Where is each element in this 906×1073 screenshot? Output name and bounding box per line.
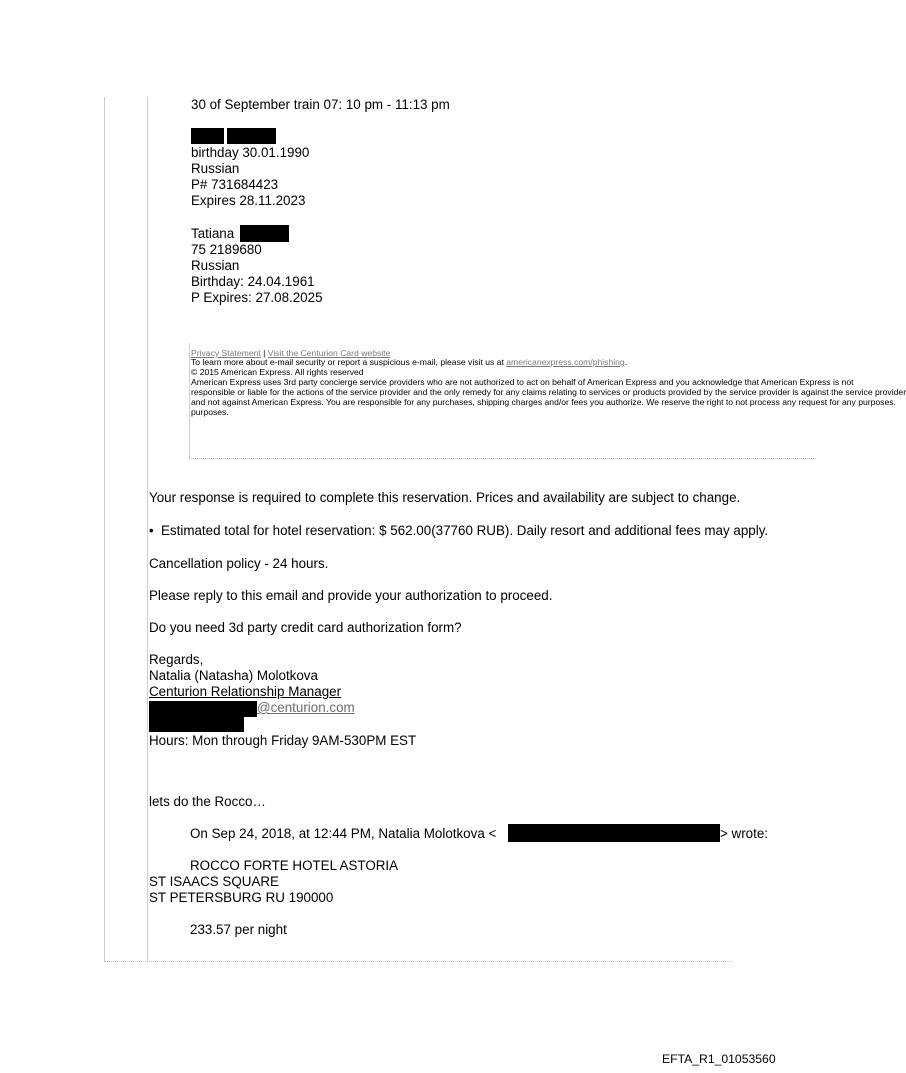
footer-box-bottom	[189, 458, 816, 459]
response-required: Your response is required to complete this reservation. Prices and availability are subject to change.	[149, 490, 741, 505]
footer-separator: |	[260, 348, 268, 358]
footer-copyright: © 2015 American Express. All rights reserved	[191, 367, 364, 377]
hours: Hours: Mon through Friday 9AM-530PM EST	[149, 733, 417, 748]
bates-number: EFTA_R1_01053560	[662, 1052, 776, 1066]
passenger2-nationality: Russian	[191, 258, 240, 273]
third-party-question: Do you need 3d party credit card authorization form?	[149, 620, 462, 635]
footer-disclaimer-3: and not against American Express. You are responsible for any purchases, shipping charges and/or fees you authorize. We reserve the right to not process any request for any purposes.	[191, 397, 896, 407]
phishing-link[interactable]: americanexpress.com/phishing	[506, 357, 625, 367]
passenger1-nationality: Russian	[191, 161, 240, 176]
quote-header-prefix: On Sep 24, 2018, at 12:44 PM, Natalia Molotkova <	[190, 826, 497, 841]
outer-quote-rule	[104, 97, 105, 961]
redaction-box	[227, 128, 276, 144]
security-text-end: .	[624, 357, 628, 367]
centurion-website-link[interactable]: Visit the Centurion Card website	[267, 348, 391, 358]
passenger1-passport: P# 731684423	[191, 177, 279, 192]
footer-disclaimer-2: responsible or liable for the actions of the service provider and the only remedy for any claims relating to services or products provided by the service provider is against the service provider	[191, 387, 906, 397]
quote-header-suffix: > wrote:	[720, 826, 769, 841]
reply-text: lets do the Rocco…	[149, 794, 266, 809]
privacy-statement-link[interactable]: Privacy Statement	[191, 348, 261, 358]
sender-title: Centurion Relationship Manager	[149, 684, 342, 699]
footer-disclaimer-4: purposes.	[191, 407, 229, 417]
email-link[interactable]	[257, 700, 355, 716]
hotel-address-2: ST PETERSBURG RU 190000	[149, 890, 334, 905]
footer-box-rule	[189, 343, 190, 458]
redaction-box	[191, 128, 224, 144]
passenger1-birthday: birthday 30.01.1990	[191, 145, 310, 160]
security-text: To learn more about e-mail security or report a suspicious e-mail, please visit us at	[191, 357, 507, 367]
cancellation-policy: Cancellation policy - 24 hours.	[149, 556, 329, 571]
hotel-name: ROCCO FORTE HOTEL ASTORIA	[190, 858, 399, 873]
passenger2-name: Tatiana	[191, 226, 235, 241]
regards: Regards,	[149, 652, 204, 667]
passenger2-number: 75 2189680	[191, 242, 262, 257]
redaction-box	[240, 225, 289, 242]
redaction-box	[149, 716, 244, 732]
passenger2-expires: P Expires: 27.08.2025	[191, 290, 323, 305]
inner-quote-rule	[147, 97, 148, 961]
hotel-address-1: ST ISAACS SQUARE	[149, 874, 279, 889]
estimate-line	[149, 523, 768, 539]
thread-bottom-rule	[104, 961, 732, 962]
email-domain: @centurion.com	[257, 700, 355, 715]
reply-instruction: Please reply to this email and provide your authorization to proceed.	[149, 588, 553, 603]
redaction-box	[149, 701, 257, 717]
estimate-text: Estimated total for hotel reservation: $ 562.00(37760 RUB). Daily resort and additional fees may apply.	[161, 523, 769, 538]
sender-name: Natalia (Natasha) Molotkova	[149, 668, 318, 683]
passenger2-birthday: Birthday: 24.04.1961	[191, 274, 315, 289]
passenger1-expires: Expires 28.11.2023	[191, 193, 306, 208]
bullet-icon: •	[149, 523, 154, 538]
redaction-box	[508, 824, 720, 842]
hotel-rate: 233.57 per night	[190, 922, 287, 937]
footer-disclaimer-1: American Express uses 3rd party concierge service providers who are not authorized to act on behalf of American Express and you acknowledge that American Express is not	[191, 377, 854, 387]
train-line: 30 of September train 07: 10 pm - 11:13 pm	[191, 97, 450, 112]
